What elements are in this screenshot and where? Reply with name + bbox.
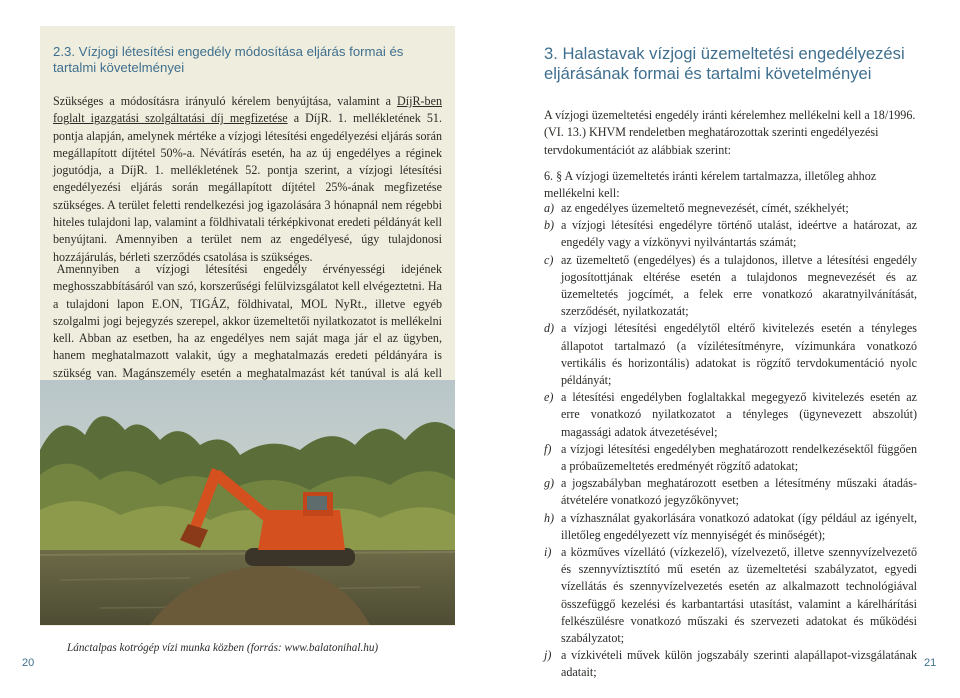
list-item <box>544 647 917 681</box>
list-marker: j) <box>544 648 552 663</box>
page-number-right: 21 <box>924 657 937 669</box>
list-item-text: a létesítési engedélyben foglaltakkal megegyező kivitelezés esetén az erre vonatkozó nyilatkozatot a tényleges (ügynevezett abszolút) magassági adatok átvezetésével; <box>561 390 917 439</box>
paragraph-intro: A vízjogi üzemeltetési engedély iránti kérelemhez mellékelni kell a 18/1996. (VI. 13.) KHVM rendeletben meghatározottak szerinti engedélyezési tervdokumentációt az alábbiak szerint: <box>544 108 916 157</box>
page-number-left: 20 <box>22 657 35 669</box>
list-marker: a) <box>544 201 555 215</box>
list-marker: d) <box>544 321 555 336</box>
list-item-text: a jogszabályban meghatározott esetben a létesítmény műszaki átadás-átvételére vonatkozó jegyzőkönyvet; <box>561 476 917 508</box>
list-item <box>544 389 917 441</box>
list-item-text: a vízkivételi művek külön jogszabály szerinti alapállapot-vizsgálatának adatait; <box>561 648 917 680</box>
list-marker: h) <box>544 510 555 525</box>
list-marker: i) <box>544 545 552 560</box>
paragraph-extension: Amennyiben a vízjogi létesítési engedély érvényességi idejének meghosszabbításáról van szó, korszerűségi felülvizsgálatot kell elvégeztetni. Ha a tulajdoni lapon E.ON, TIGÁZ, földhivatal, MOL NyRt., illetve egyéb szolgalmi jogi bejegyzés szerepel, akkor üzemeltetői nyilatkozatot is mellékelni kell. Abban az esetben, ha az engedélyes nem saját maga jár el az ügyben, hanem meghatalmazott valakit, úgy a meghatalmazás eredeti példányára is szükség van. Magánszemély esetén a meghatalmazást két tanúval is alá kell <box>53 262 442 380</box>
list-item-text: a vízjogi létesítési engedélytől eltérő kivitelezés esetén a tényleges állapotot tartalmazó (a vízilétesítményre, vízimunkára vonatkozó vertikális és horizontális) adatokat is rögzítő tervdokumentáció nyolc példányát; <box>561 321 917 388</box>
list-item <box>544 200 917 217</box>
para1-text-a: Szükséges a módosításra irányuló kérelem benyújtása, valamint a <box>53 94 397 108</box>
list-item-text: az üzemeltető (engedélyes) és a tulajdonos, illetve a létesítési engedély jogosítottjának eltérése esetén a tulajdonos megnevezését és az üzemeltetés jogcímét, a felek erre vonatkozó akaratnyilvánítását, szerződését, nyilatkozatát; <box>561 252 917 319</box>
list-marker: b) <box>544 218 555 233</box>
list-item <box>544 544 917 647</box>
list-item <box>544 252 917 321</box>
list-item <box>544 510 917 544</box>
paragraph-6: 6. § A vízjogi üzemeltetés iránti kérelem tartalmazza, illetőleg ahhoz mellékelni kell: <box>544 169 877 201</box>
para1-text-b: a DíjR. 1. mellékletének 51. pontja alapján, amelynek mértéke a vízjogi létesítési engedélyezési eljárás során megállapított díjtétel 50%-a. Névátírás esetén, ha az új engedélyes a réginek jogutódja, a DíjR. 1. mellékletének 52. pontja szerint, a vízjogi létesítési engedélyezési eljárás során megállapított díjtétel 25%-ának megfizetése szükséges. A terület feletti rendelkezési jog igazolására 3 hónapnál nem régebbi hiteles tulajdoni lap, valamint a földhivatali térképkivonat eredeti példányát kell benyújtani. Amennyiben a terület nem az engedélyesé, úgy tulajdonosi hozzájárulás, bérleti szerződés csatolása is szükséges. <box>53 111 442 264</box>
list-item <box>544 217 917 251</box>
fee-link[interactable]: DíjR-ben foglalt igazgatási szolgáltatási díj megfizetése <box>53 94 442 126</box>
requirements-list <box>544 200 917 682</box>
list-item-text: a vízjogi létesítési engedélyben meghatározott rendelkezésektől függően a próbaüzemeltetés eredményét rögzítő adatokat; <box>561 441 917 474</box>
paragraph-modification-request <box>53 93 442 266</box>
list-marker: g) <box>544 476 555 491</box>
list-item <box>544 320 917 389</box>
excavator-photo <box>40 380 455 625</box>
list-item-text: a közműves vízellátó (vízkezelő), vízelvezető, illetve szennyvízelvezető és szennyvíztisztító mű esetén az üzemeltetési szabályzatot, egyedi vízellátás és szennyvízelvezetés esetén az alkalmazott technológiával összefüggő kezelési és karbantartási utasítást, valamint a kárelhárítási felkészülésre vonatkozó műszaki és szervezeti adatokat és működési szabályzatot; <box>561 545 917 646</box>
photo-caption: Lánctalpas kotrógép vízi munka közben (forrás: www.balatonihal.hu) <box>67 642 379 654</box>
section-heading-3: 3. Halastavak vízjogi üzemeltetési engedélyezési eljárásának formai és tartalmi követelményei <box>544 44 905 83</box>
list-marker: e) <box>544 390 554 405</box>
section-heading-2-3: 2.3. Vízjogi létesítési engedély módosítása eljárás formai és tartalmi követelményei <box>53 44 404 75</box>
list-marker: c) <box>544 252 554 267</box>
list-item <box>544 475 917 509</box>
list-marker: f) <box>544 441 552 456</box>
list-item <box>544 441 917 475</box>
list-item-text: az engedélyes üzemeltető megnevezését, címét, székhelyét; <box>561 201 849 215</box>
list-item-text: a vízhasználat gyakorlására vonatkozó adatokat (így például az igényelt, illetőleg engedélyezett víz mennyiségét és minőségét); <box>561 510 917 542</box>
list-item-text: a vízjogi létesítési engedélyre történő utalást, ideértve a határozat, az engedély vagy a vízkönyvi nyilvántartás számát; <box>561 218 917 250</box>
